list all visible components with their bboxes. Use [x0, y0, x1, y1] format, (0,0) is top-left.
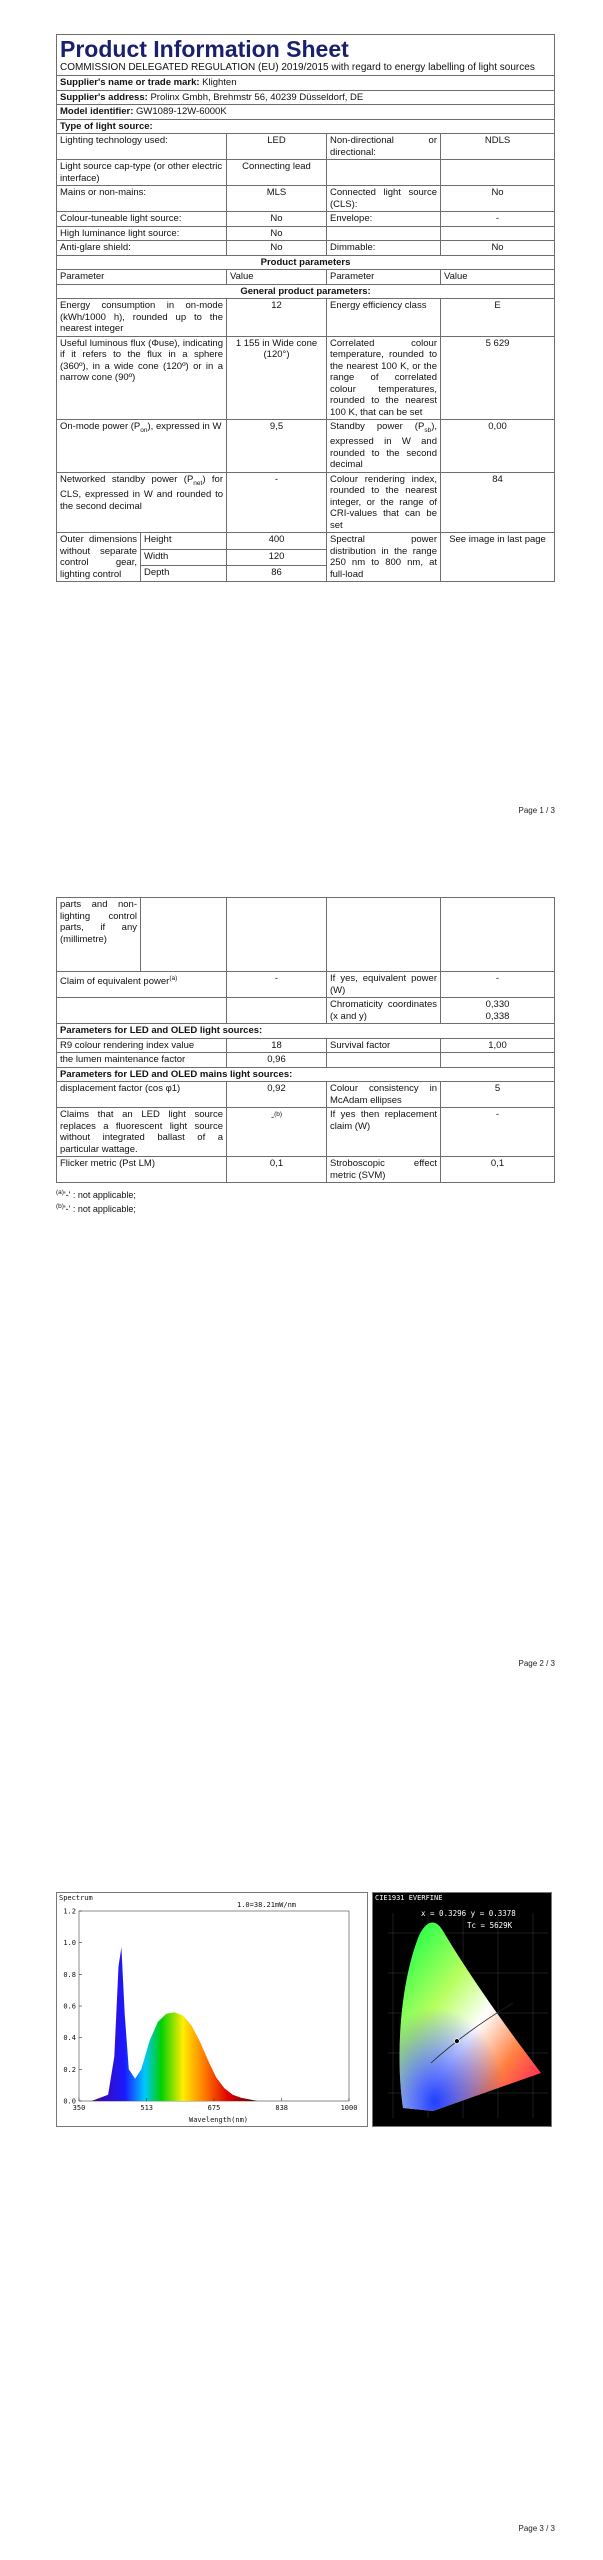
- title-block: [57, 35, 555, 76]
- spectrum-y-tick-label: 0.4: [63, 2034, 76, 2043]
- spectrum-y-tick-label: 1.2: [63, 1907, 76, 1916]
- chromaticity-y: 0,338: [485, 1010, 510, 1022]
- cls-value: No: [441, 186, 555, 212]
- spd-label: Spectral power distribution in the range 250 nm to 800 nm, at full-load: [327, 533, 441, 582]
- page-title: Product Information Sheet: [60, 36, 349, 62]
- product-info-table: [56, 34, 555, 582]
- page-number-1: Page 1 / 3: [518, 806, 555, 815]
- svm-label: Stroboscopic effect metric (SVM): [327, 1157, 441, 1183]
- model-value: GW1089-12W-6000K: [136, 106, 227, 117]
- equivalent-power-claim-value: -: [227, 972, 327, 998]
- product-info-table-continued: [56, 897, 555, 1183]
- networked-standby-value: -: [227, 472, 327, 533]
- model-label: Model identifier:: [60, 106, 134, 117]
- page-3: [0, 1706, 603, 2560]
- address-value: Prolinx Gmbh, Brehmstr 56, 40239 Düsseldorf, DE: [150, 91, 364, 103]
- address-row: [57, 90, 555, 105]
- flicker-metric-label: Flicker metric (Pst LM): [57, 1157, 227, 1183]
- spectrum-x-tick-label: 513: [140, 2104, 154, 2112]
- spectrum-y-tick-label: 0.0: [63, 2097, 76, 2106]
- footnotes: [56, 1187, 554, 1215]
- width-label: Width: [141, 549, 227, 565]
- anti-glare-label: Anti-glare shield:: [57, 241, 227, 256]
- equivalent-power-value: -: [441, 972, 555, 998]
- equivalent-power-claim-label: Claim of equivalent power$^{(a)}$: [57, 972, 227, 998]
- spectrum-x-tick-label: 1000: [340, 2104, 358, 2112]
- height-label: Height: [141, 533, 227, 549]
- width-value: 120: [227, 549, 327, 565]
- col-header-value: Value: [227, 270, 327, 285]
- spectrum-plot: [57, 1893, 369, 2128]
- tech-label: Lighting technology used:: [57, 134, 227, 160]
- standby-power-value: 0,00: [441, 420, 555, 473]
- displacement-factor-value: 0,92: [227, 1082, 327, 1108]
- svm-value: 0,1: [441, 1157, 555, 1183]
- chromaticity-label: Chromaticity coordinates (x and y): [327, 998, 441, 1024]
- cie-readout-tc: Tc = 5629K: [467, 1921, 513, 1930]
- chromaticity-value: [441, 998, 555, 1024]
- survival-factor-value: 1,00: [441, 1038, 555, 1053]
- info-sheet-part-1: [56, 34, 554, 582]
- spectrum-x-tick-label: 675: [207, 2104, 221, 2112]
- height-value: 400: [227, 533, 327, 549]
- directional-value: NDLS: [441, 134, 555, 160]
- cls-label: Connected light source (CLS):: [327, 186, 441, 212]
- cct-label: Correlated colour temperature, rounded to the nearest 100 K, or the range of correlated colour temperatures, rounded to the nearest 100 K, that can be set: [327, 336, 441, 420]
- led-mains-parameters-header: Parameters for LED and OLED mains light sources:: [57, 1067, 555, 1082]
- col-header-parameter: Parameter: [57, 270, 227, 285]
- anti-glare-value: No: [227, 241, 327, 256]
- chromaticity-point: [454, 2039, 459, 2044]
- r9-label: R9 colour rendering index value: [57, 1038, 227, 1053]
- cie-title: CIE1931 EVERFINE: [375, 1894, 443, 1902]
- envelope-value: -: [441, 212, 555, 227]
- dimmable-label: Dimmable:: [327, 241, 441, 256]
- spectrum-annotation: 1.0=38.21mW/nm: [237, 1901, 297, 1909]
- on-mode-power-label: On-mode power $(P_{on})$, expressed in W: [57, 420, 227, 473]
- lumen-maintenance-value: 0,96: [227, 1053, 327, 1068]
- info-sheet-part-2: [56, 897, 554, 1215]
- cap-label: Light source cap-type (or other electric interface): [57, 160, 227, 186]
- cie-readout-xy: x = 0.3296 y = 0.3378: [421, 1909, 516, 1918]
- directional-label: Non-directional or directional:: [327, 134, 441, 160]
- cri-label: Colour rendering index, rounded to the nearest integer, or the range of CRI-values that can be set: [327, 472, 441, 533]
- address-label: Supplier's address:: [60, 91, 148, 103]
- spectrum-y-tick-label: 0.6: [63, 2002, 76, 2011]
- supplier-row: [57, 76, 555, 91]
- depth-value: 86: [227, 566, 327, 582]
- colour-tuneable-value: No: [227, 212, 327, 227]
- footnote-a: $^{(a)}$'-' : not applicable;: [56, 1189, 136, 1200]
- page-number-2: Page 2 / 3: [518, 1659, 555, 1668]
- efficiency-class-label: Energy efficiency class: [327, 299, 441, 337]
- high-luminance-label: High luminance light source:: [57, 226, 227, 241]
- spectrum-x-tick-label: 838: [275, 2104, 289, 2112]
- regulation-subtitle: COMMISSION DELEGATED REGULATION (EU) 2019/2015 with regard to energy labelling of light sources: [60, 62, 535, 73]
- product-parameters-header: Product parameters: [57, 255, 555, 270]
- envelope-label: Envelope:: [327, 212, 441, 227]
- lumen-maintenance-label: the lumen maintenance factor: [57, 1053, 227, 1068]
- spectrum-chart: [56, 1892, 368, 2127]
- spectrum-y-tick-label: 1.0: [63, 1939, 76, 1948]
- spectrum-y-tick-label: 0.2: [63, 2065, 76, 2074]
- colour-consistency-value: 5: [441, 1082, 555, 1108]
- cie-locus-blue: [399, 1923, 541, 2111]
- displacement-factor-label: displacement factor (cos φ1): [57, 1082, 227, 1108]
- spd-value: See image in last page: [441, 533, 555, 582]
- cct-value: 5 629: [441, 336, 555, 420]
- page-1: [0, 0, 603, 853]
- dimensions-label-part-1: Outer dimensions without separate control gear, lighting control: [57, 533, 141, 582]
- standby-power-label: Standby power $(P_{sb})$, expressed in W and rounded to the second decimal: [327, 420, 441, 473]
- colour-consistency-label: Colour consistency in McAdam ellipses: [327, 1082, 441, 1108]
- chromaticity-x: 0,330: [485, 999, 510, 1010]
- supplier-label: Supplier's name or trade mark:: [60, 77, 200, 88]
- luminous-flux-label: Useful luminous flux (Φuse), indicating if it refers to the flux in a sphere (360º), in a wide cone (120º) or in a narrow cone (90º): [57, 336, 227, 420]
- cie-chart: [372, 1892, 552, 2127]
- networked-standby-label: Networked standby power $(P_{net})$ for CLS, expressed in W and rounded to the second decimal: [57, 472, 227, 533]
- footnote-b: $^{(b)}$'-' : not applicable;: [56, 1203, 136, 1214]
- mains-value: MLS: [227, 186, 327, 212]
- spectrum-xlabel: Wavelength(nm): [189, 2116, 249, 2124]
- tech-value: LED: [227, 134, 327, 160]
- equivalent-power-label: If yes, equivalent power (W): [327, 972, 441, 998]
- type-header: Type of light source:: [57, 119, 555, 134]
- replacement-claim-label: If yes then replacement claim (W): [327, 1108, 441, 1157]
- page-number-3: Page 3 / 3: [518, 2524, 555, 2533]
- energy-consumption-value: 12: [227, 299, 327, 337]
- cap-value: Connecting lead: [227, 160, 327, 186]
- dimensions-label-part-2: parts and non-lighting control parts, if any (millimetre): [57, 898, 141, 972]
- model-row: [57, 105, 555, 120]
- r9-value: 18: [227, 1038, 327, 1053]
- spectrum-y-tick-label: 0.8: [63, 1970, 76, 1979]
- mains-label: Mains or non-mains:: [57, 186, 227, 212]
- spectrum-title: Spectrum: [59, 1894, 93, 1902]
- page-2: [0, 853, 603, 1706]
- fluorescent-claim-value: -$^{(b)}$: [227, 1108, 327, 1157]
- dimmable-value: No: [441, 241, 555, 256]
- col-header-value-2: Value: [441, 270, 555, 285]
- on-mode-power-value: 9,5: [227, 420, 327, 473]
- flicker-metric-value: 0,1: [227, 1157, 327, 1183]
- luminous-flux-value: 1 155 in Wide cone (120°): [227, 336, 327, 420]
- energy-consumption-label: Energy consumption in on-mode (kWh/1000 h), rounded up to the nearest integer: [57, 299, 227, 337]
- colour-tuneable-label: Colour-tuneable light source:: [57, 212, 227, 227]
- survival-factor-label: Survival factor: [327, 1038, 441, 1053]
- depth-label: Depth: [141, 566, 227, 582]
- replacement-claim-value: -: [441, 1108, 555, 1157]
- general-parameters-header: General product parameters:: [57, 284, 555, 299]
- col-header-parameter-2: Parameter: [327, 270, 441, 285]
- led-parameters-header: Parameters for LED and OLED light sources:: [57, 1024, 555, 1039]
- fluorescent-claim-label: Claims that an LED light source replaces a fluorescent light source without integrated ballast of a particular wattage.: [57, 1108, 227, 1157]
- cri-value: 84: [441, 472, 555, 533]
- efficiency-class-value: E: [441, 299, 555, 337]
- cie-plot: [373, 1893, 553, 2128]
- high-luminance-value: No: [227, 226, 327, 241]
- supplier-value: Klighten: [202, 77, 237, 88]
- spectrum-x-tick-label: 350: [72, 2104, 86, 2112]
- spectrum-series-fill: [91, 1947, 257, 2101]
